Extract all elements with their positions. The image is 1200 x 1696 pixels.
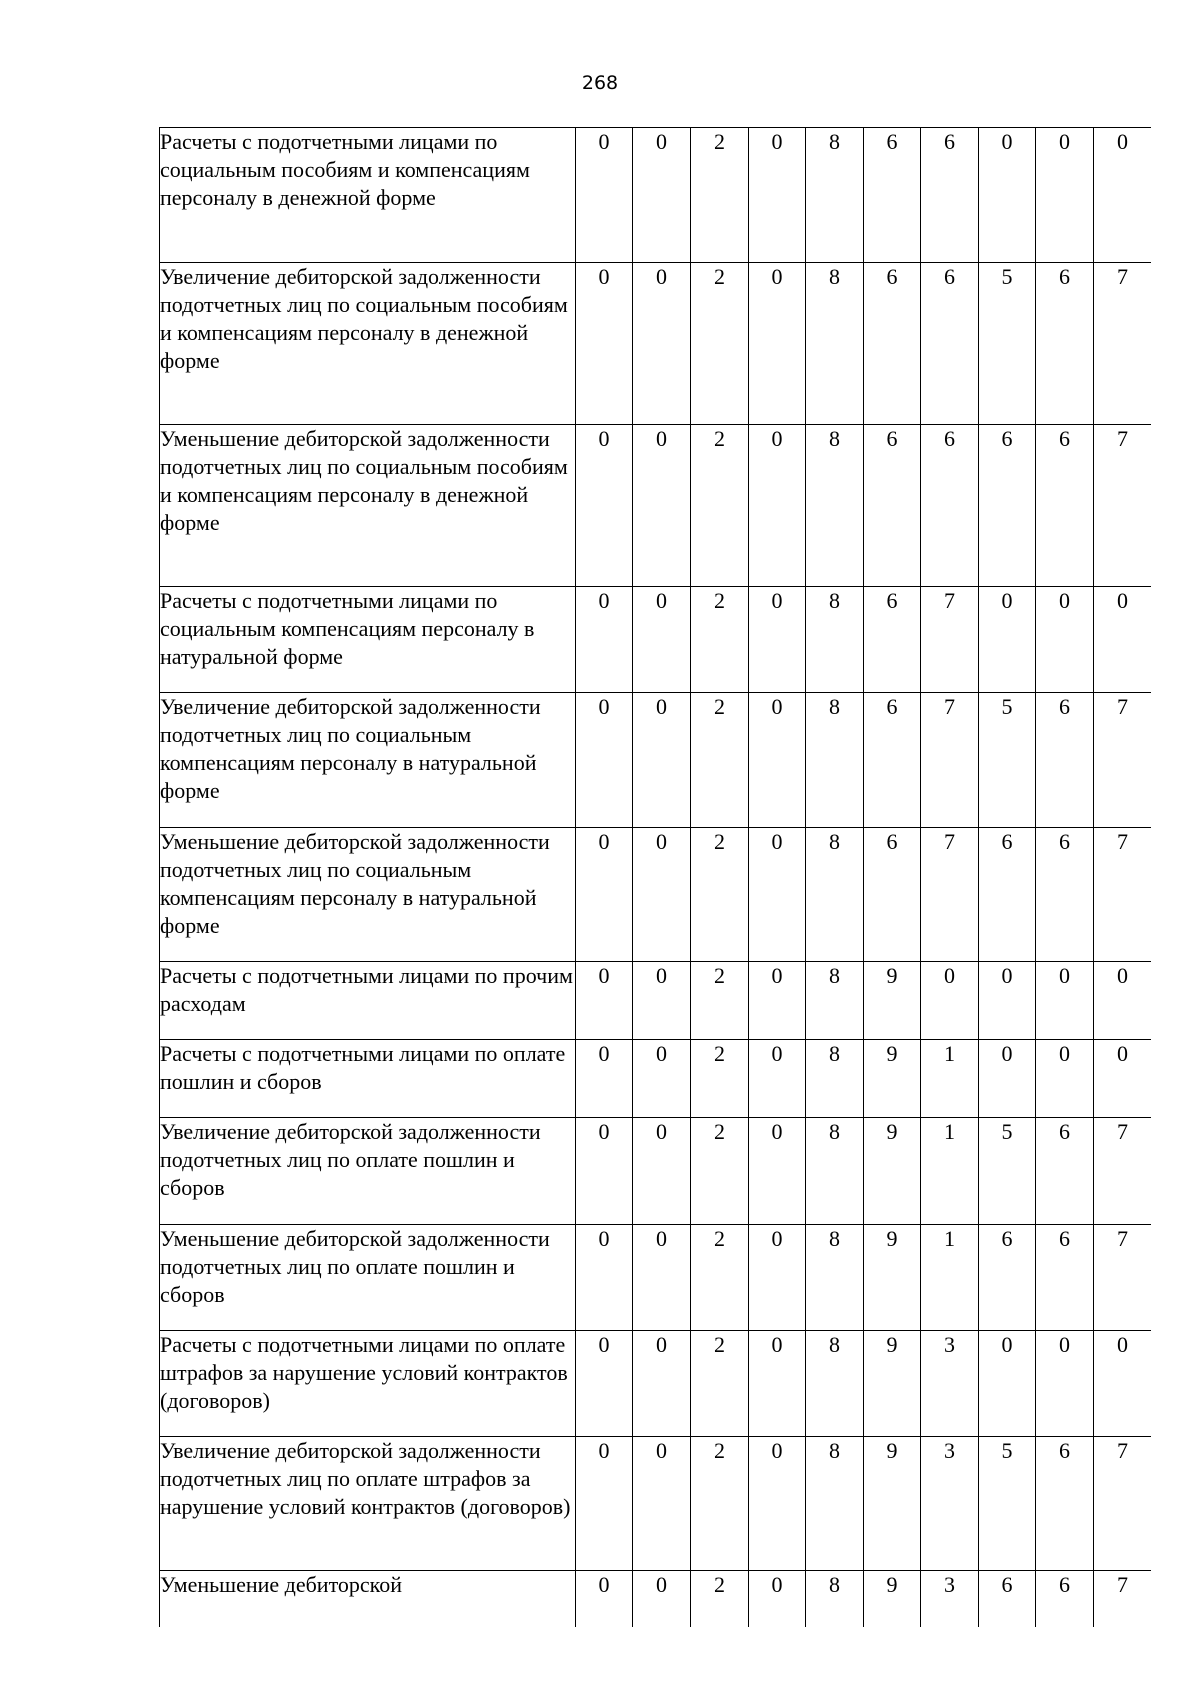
account-name-cell: Уменьшение дебиторской задолженности подотчетных лиц по социальным пособиям и компенсациям персоналу в денежной форме — [160, 425, 576, 587]
code-digit-cell: 5 — [979, 693, 1036, 828]
code-digit-cell: 7 — [921, 587, 979, 693]
code-digit-cell: 6 — [864, 587, 921, 693]
code-digit-cell: 7 — [1094, 425, 1152, 587]
code-digit-cell: 3 — [921, 1437, 979, 1571]
code-digit-cell: 2 — [691, 1571, 749, 1628]
code-digit-cell: 0 — [1094, 1040, 1152, 1118]
code-digit-cell: 0 — [633, 587, 691, 693]
code-digit-cell: 0 — [979, 128, 1036, 263]
code-digit-cell: 2 — [691, 828, 749, 962]
code-digit-cell: 8 — [806, 1331, 864, 1437]
table-row — [160, 1118, 1152, 1225]
code-digit-cell: 7 — [921, 828, 979, 962]
code-digit-cell: 9 — [864, 1331, 921, 1437]
code-digit-cell: 7 — [1094, 1225, 1152, 1331]
account-name-cell: Расчеты с подотчетными лицами по социальным пособиям и компенсациям персоналу в денежной форме — [160, 128, 576, 263]
code-digit-cell: 0 — [576, 587, 633, 693]
code-digit-cell: 0 — [633, 1331, 691, 1437]
code-digit-cell: 2 — [691, 693, 749, 828]
table-row — [160, 1437, 1152, 1571]
code-digit-cell: 7 — [1094, 1118, 1152, 1225]
code-digit-cell: 0 — [576, 1118, 633, 1225]
code-digit-cell: 6 — [979, 1571, 1036, 1628]
code-digit-cell: 0 — [576, 962, 633, 1040]
account-name-cell: Увеличение дебиторской задолженности подотчетных лиц по социальным компенсациям персоналу в натуральной форме — [160, 693, 576, 828]
code-digit-cell: 0 — [979, 1331, 1036, 1437]
code-digit-cell: 8 — [806, 128, 864, 263]
code-digit-cell: 8 — [806, 1225, 864, 1331]
code-digit-cell: 6 — [864, 425, 921, 587]
code-digit-cell: 0 — [633, 263, 691, 425]
code-digit-cell: 7 — [1094, 1571, 1152, 1628]
code-digit-cell: 0 — [633, 1040, 691, 1118]
code-digit-cell: 0 — [749, 1331, 806, 1437]
code-digit-cell: 0 — [749, 1040, 806, 1118]
code-digit-cell: 9 — [864, 1225, 921, 1331]
code-digit-cell: 0 — [749, 128, 806, 263]
code-digit-cell: 6 — [864, 128, 921, 263]
code-digit-cell: 0 — [1094, 587, 1152, 693]
code-digit-cell: 9 — [864, 1437, 921, 1571]
code-digit-cell: 6 — [979, 1225, 1036, 1331]
code-digit-cell: 0 — [749, 962, 806, 1040]
code-digit-cell: 8 — [806, 828, 864, 962]
account-name-cell: Уменьшение дебиторской задолженности подотчетных лиц по социальным компенсациям персоналу в натуральной форме — [160, 828, 576, 962]
code-digit-cell: 2 — [691, 962, 749, 1040]
table-row — [160, 263, 1152, 425]
code-digit-cell: 0 — [749, 1571, 806, 1628]
code-digit-cell: 6 — [1036, 1437, 1094, 1571]
code-digit-cell: 6 — [921, 263, 979, 425]
table-row — [160, 1225, 1152, 1331]
code-digit-cell: 0 — [576, 1571, 633, 1628]
account-codes-table — [159, 127, 1151, 1627]
code-digit-cell: 0 — [979, 962, 1036, 1040]
table-row — [160, 587, 1152, 693]
code-digit-cell: 0 — [576, 1331, 633, 1437]
code-digit-cell: 9 — [864, 1571, 921, 1628]
code-digit-cell: 0 — [1036, 128, 1094, 263]
code-digit-cell: 0 — [1094, 128, 1152, 263]
code-digit-cell: 6 — [1036, 263, 1094, 425]
account-name-cell: Расчеты с подотчетными лицами по прочим расходам — [160, 962, 576, 1040]
code-digit-cell: 7 — [1094, 693, 1152, 828]
code-digit-cell: 9 — [864, 1118, 921, 1225]
code-digit-cell: 6 — [979, 425, 1036, 587]
code-digit-cell: 6 — [1036, 1118, 1094, 1225]
code-digit-cell: 7 — [1094, 828, 1152, 962]
code-digit-cell: 0 — [633, 1571, 691, 1628]
account-name-cell: Расчеты с подотчетными лицами по социальным компенсациям персоналу в натуральной форме — [160, 587, 576, 693]
code-digit-cell: 8 — [806, 962, 864, 1040]
code-digit-cell: 0 — [921, 962, 979, 1040]
table-row — [160, 128, 1152, 263]
code-digit-cell: 6 — [979, 828, 1036, 962]
code-digit-cell: 0 — [749, 693, 806, 828]
code-digit-cell: 0 — [633, 962, 691, 1040]
code-digit-cell: 0 — [576, 263, 633, 425]
code-digit-cell: 6 — [921, 128, 979, 263]
table-row — [160, 1571, 1152, 1628]
code-digit-cell: 2 — [691, 1225, 749, 1331]
code-digit-cell: 0 — [633, 1437, 691, 1571]
account-name-cell: Увеличение дебиторской задолженности подотчетных лиц по социальным пособиям и компенсациям персоналу в денежной форме — [160, 263, 576, 425]
code-digit-cell: 1 — [921, 1225, 979, 1331]
code-digit-cell: 0 — [633, 1225, 691, 1331]
code-digit-cell: 0 — [1094, 962, 1152, 1040]
code-digit-cell: 0 — [979, 587, 1036, 693]
table-row — [160, 1040, 1152, 1118]
table-row — [160, 693, 1152, 828]
code-digit-cell: 8 — [806, 1571, 864, 1628]
code-digit-cell: 0 — [1036, 1040, 1094, 1118]
account-name-cell: Уменьшение дебиторской — [160, 1571, 576, 1628]
code-digit-cell: 0 — [576, 128, 633, 263]
code-digit-cell: 0 — [749, 1225, 806, 1331]
code-digit-cell: 0 — [749, 828, 806, 962]
code-digit-cell: 6 — [1036, 828, 1094, 962]
code-digit-cell: 0 — [576, 425, 633, 587]
code-digit-cell: 0 — [576, 828, 633, 962]
code-digit-cell: 1 — [921, 1040, 979, 1118]
code-digit-cell: 0 — [633, 425, 691, 587]
code-digit-cell: 5 — [979, 1437, 1036, 1571]
code-digit-cell: 6 — [1036, 425, 1094, 587]
code-digit-cell: 0 — [576, 693, 633, 828]
page-number: 268 — [581, 72, 619, 94]
code-digit-cell: 6 — [864, 828, 921, 962]
table-row — [160, 425, 1152, 587]
code-digit-cell: 0 — [749, 1118, 806, 1225]
code-digit-cell: 7 — [921, 693, 979, 828]
code-digit-cell: 6 — [1036, 693, 1094, 828]
code-digit-cell: 0 — [633, 128, 691, 263]
code-digit-cell: 8 — [806, 693, 864, 828]
account-name-cell: Уменьшение дебиторской задолженности подотчетных лиц по оплате пошлин и сборов — [160, 1225, 576, 1331]
code-digit-cell: 8 — [806, 1437, 864, 1571]
code-digit-cell: 9 — [864, 1040, 921, 1118]
code-digit-cell: 6 — [921, 425, 979, 587]
table-row — [160, 962, 1152, 1040]
code-digit-cell: 6 — [1036, 1571, 1094, 1628]
code-digit-cell: 0 — [633, 693, 691, 828]
code-digit-cell: 0 — [749, 425, 806, 587]
code-digit-cell: 2 — [691, 425, 749, 587]
code-digit-cell: 0 — [1036, 1331, 1094, 1437]
code-digit-cell: 8 — [806, 587, 864, 693]
code-digit-cell: 6 — [864, 263, 921, 425]
code-digit-cell: 8 — [806, 1118, 864, 1225]
code-digit-cell: 0 — [979, 1040, 1036, 1118]
code-digit-cell: 3 — [921, 1331, 979, 1437]
code-digit-cell: 0 — [1036, 587, 1094, 693]
code-digit-cell: 2 — [691, 128, 749, 263]
table-row — [160, 828, 1152, 962]
code-digit-cell: 3 — [921, 1571, 979, 1628]
code-digit-cell: 2 — [691, 1040, 749, 1118]
code-digit-cell: 6 — [864, 693, 921, 828]
code-digit-cell: 0 — [576, 1040, 633, 1118]
table-body — [160, 128, 1152, 1628]
code-digit-cell: 0 — [1036, 962, 1094, 1040]
account-name-cell: Увеличение дебиторской задолженности подотчетных лиц по оплате штрафов за нарушение условий контрактов (договоров) — [160, 1437, 576, 1571]
code-digit-cell: 2 — [691, 263, 749, 425]
code-digit-cell: 0 — [576, 1225, 633, 1331]
code-digit-cell: 8 — [806, 263, 864, 425]
code-digit-cell: 0 — [633, 1118, 691, 1225]
account-name-cell: Расчеты с подотчетными лицами по оплате пошлин и сборов — [160, 1040, 576, 1118]
table-row — [160, 1331, 1152, 1437]
code-digit-cell: 9 — [864, 962, 921, 1040]
code-digit-cell: 2 — [691, 1118, 749, 1225]
code-digit-cell: 2 — [691, 587, 749, 693]
code-digit-cell: 5 — [979, 263, 1036, 425]
code-digit-cell: 0 — [749, 263, 806, 425]
code-digit-cell: 0 — [749, 587, 806, 693]
code-digit-cell: 7 — [1094, 263, 1152, 425]
account-name-cell: Увеличение дебиторской задолженности подотчетных лиц по оплате пошлин и сборов — [160, 1118, 576, 1225]
code-digit-cell: 0 — [749, 1437, 806, 1571]
code-digit-cell: 0 — [1094, 1331, 1152, 1437]
code-digit-cell: 0 — [576, 1437, 633, 1571]
code-digit-cell: 2 — [691, 1437, 749, 1571]
code-digit-cell: 8 — [806, 1040, 864, 1118]
code-digit-cell: 5 — [979, 1118, 1036, 1225]
account-name-cell: Расчеты с подотчетными лицами по оплате штрафов за нарушение условий контрактов (договоров) — [160, 1331, 576, 1437]
code-digit-cell: 2 — [691, 1331, 749, 1437]
code-digit-cell: 7 — [1094, 1437, 1152, 1571]
table-container — [159, 127, 1151, 1627]
code-digit-cell: 6 — [1036, 1225, 1094, 1331]
code-digit-cell: 0 — [633, 828, 691, 962]
code-digit-cell: 8 — [806, 425, 864, 587]
code-digit-cell: 1 — [921, 1118, 979, 1225]
